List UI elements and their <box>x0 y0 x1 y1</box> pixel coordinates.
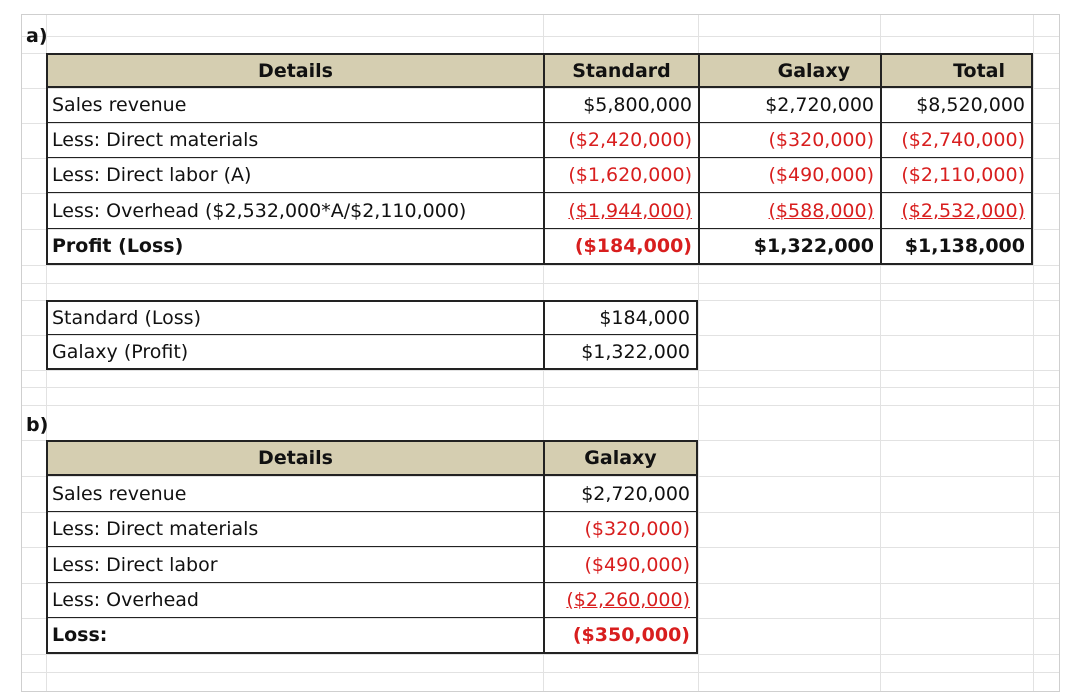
gridline <box>22 672 1059 673</box>
spreadsheet <box>21 14 1060 692</box>
row-label: Profit (Loss) <box>46 229 543 265</box>
col-header-galaxy: Galaxy <box>543 440 698 476</box>
row-label: Sales revenue <box>46 88 543 123</box>
galaxy-value: $1,322,000 <box>698 229 880 265</box>
row-label: Less: Direct materials <box>46 123 543 158</box>
gridline <box>22 36 1059 37</box>
col-header-total: Total <box>880 53 1033 88</box>
total-value: ($2,532,000) <box>880 193 1033 229</box>
col-header-details: Details <box>46 53 543 88</box>
gridline <box>22 387 1059 388</box>
galaxy-value: ($2,260,000) <box>543 583 698 618</box>
summary-label: Galaxy (Profit) <box>46 335 543 370</box>
row-label: Less: Direct materials <box>46 512 543 547</box>
total-value: ($2,110,000) <box>880 158 1033 193</box>
row-label: Less: Direct labor (A) <box>46 158 543 193</box>
gridline <box>22 405 1059 406</box>
total-value: $1,138,000 <box>880 229 1033 265</box>
galaxy-value: $2,720,000 <box>543 476 698 512</box>
summary-label: Standard (Loss) <box>46 300 543 335</box>
standard-value: ($184,000) <box>543 229 698 265</box>
standard-value: ($1,944,000) <box>543 193 698 229</box>
summary-value: $1,322,000 <box>543 335 698 370</box>
galaxy-value: ($490,000) <box>543 547 698 583</box>
galaxy-value: ($320,000) <box>698 123 880 158</box>
row-label: Less: Direct labor <box>46 547 543 583</box>
gridline <box>22 283 1059 284</box>
row-label: Less: Overhead <box>46 583 543 618</box>
total-value: ($2,740,000) <box>880 123 1033 158</box>
galaxy-value: ($588,000) <box>698 193 880 229</box>
gridline <box>22 265 1059 266</box>
standard-value: ($1,620,000) <box>543 158 698 193</box>
galaxy-value: ($490,000) <box>698 158 880 193</box>
row-label: Sales revenue <box>46 476 543 512</box>
standard-value: $5,800,000 <box>543 88 698 123</box>
galaxy-value: ($350,000) <box>543 618 698 654</box>
row-label: Less: Overhead ($2,532,000*A/$2,110,000) <box>46 193 543 229</box>
col-header-details: Details <box>46 440 543 476</box>
galaxy-value: $2,720,000 <box>698 88 880 123</box>
col-header-standard: Standard <box>543 53 698 88</box>
total-value: $8,520,000 <box>880 88 1033 123</box>
standard-value: ($2,420,000) <box>543 123 698 158</box>
gridline <box>22 370 1059 371</box>
part-a-label: a) <box>26 25 48 47</box>
row-label: Loss: <box>46 618 543 654</box>
gridline <box>22 654 1059 655</box>
gridline <box>1033 15 1034 691</box>
summary-value: $184,000 <box>543 300 698 335</box>
galaxy-value: ($320,000) <box>543 512 698 547</box>
part-b-label: b) <box>26 414 49 436</box>
col-header-galaxy: Galaxy <box>698 53 880 88</box>
